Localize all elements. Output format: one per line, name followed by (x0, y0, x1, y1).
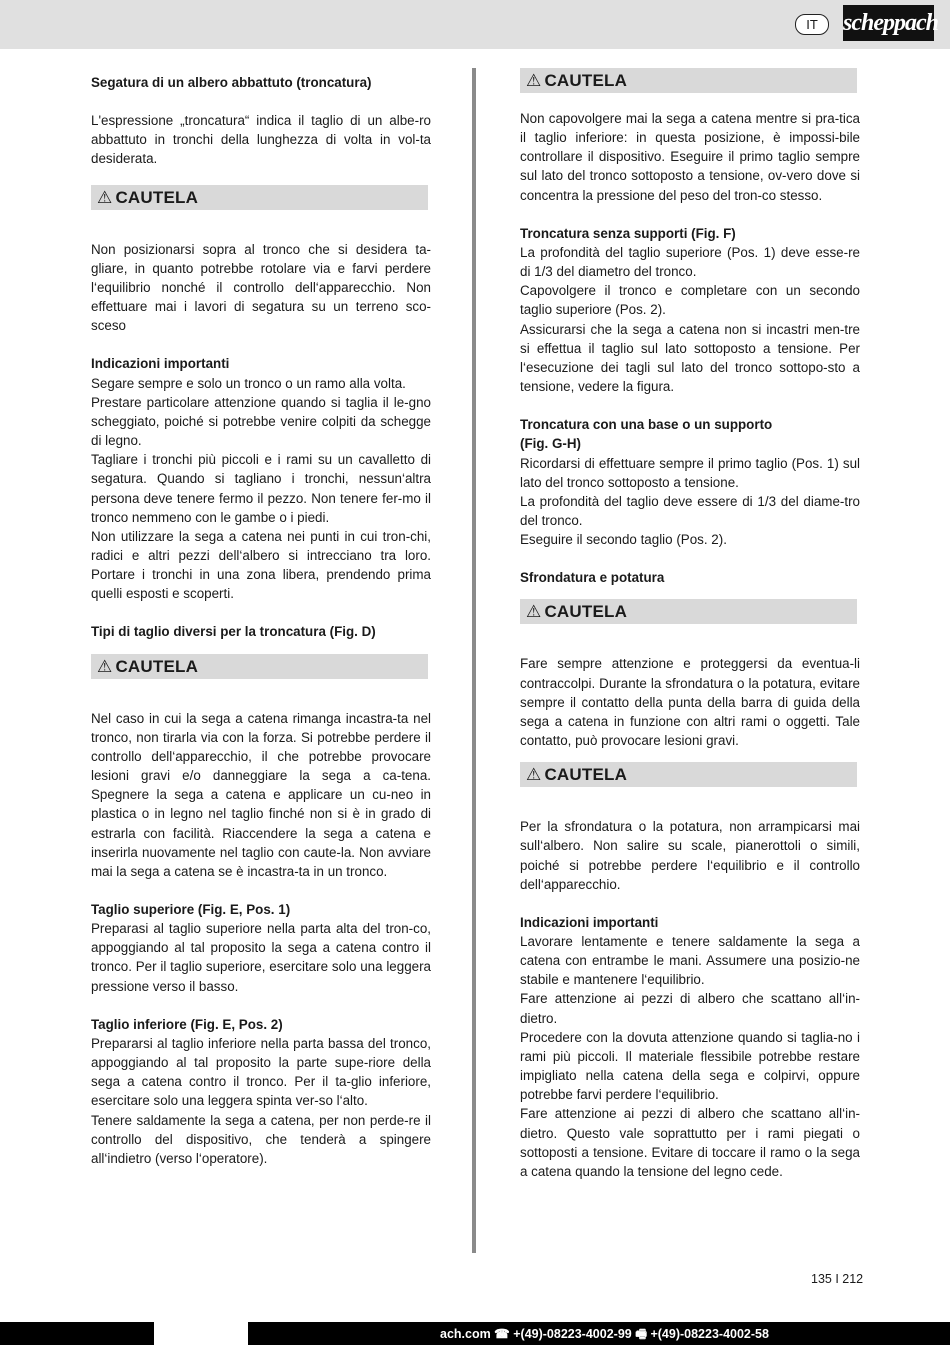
warning-icon: ⚠ (526, 602, 542, 622)
paragraph: Segare sempre e solo un tronco o un ramo alla volta. (91, 375, 406, 391)
caution-label: CAUTELA (115, 187, 199, 207)
caution-box (520, 599, 857, 624)
paragraph: Non posizionarsi sopra al tronco che si desidera ta-gliare, in quanto potrebbe rotolare via e farvi perdere l‘equilibrio nonché il controllo dell‘apparecchio. Non effettuare mai i lavori di segatura su un terreno sco-sceso (91, 241, 431, 334)
paragraph: Prestare particolare attenzione quando si taglia il le-gno scheggiato, poiché si potrebbe venire colpiti da schegge di legno. (91, 394, 431, 449)
section-heading: (Fig. G-H) (520, 436, 581, 452)
paragraph: Fare attenzione ai pezzi di albero che scattano all‘in-dietro. Questo vale soprattutto per i rami piegati o sottoposti a tensione. Evitare di toccare il ramo o la sega a catena quando la tensione del legno cede. (520, 1106, 860, 1179)
page-number: 135 I 212 (811, 1272, 864, 1286)
paragraph: Lavorare lentamente e tenere saldamente la sega a catena con entrambe le mani. Assumere una posizio-ne stabile e mantenere l‘equilibrio. (520, 934, 860, 988)
left-column (91, 70, 431, 1168)
paragraph: Fare attenzione ai pezzi di albero che scattano all‘in-dietro. (520, 991, 860, 1026)
footer-white-block (154, 1322, 248, 1345)
paragraph: Prepararsi al taglio inferiore nella parta bassa del tronco, appoggiando al tal proposito la parte supe-riore della sega a catena contro il tronco. Per il ta-glio inferiore, esercitare solo una leggera spinta ver-so l‘alto. (91, 1035, 431, 1109)
page-header (0, 0, 950, 49)
warning-icon: ⚠ (97, 656, 113, 676)
section-heading: Troncatura senza supporti (Fig. F) (520, 225, 736, 241)
section-heading: Segatura di un albero abbattuto (troncatura) (91, 75, 372, 90)
caution-box (520, 68, 857, 93)
caution-label: CAUTELA (544, 602, 628, 622)
caution-box (91, 185, 428, 210)
section-heading: Indicazioni importanti (520, 914, 659, 930)
right-column (520, 70, 860, 1181)
paragraph: L'espressione „troncatura“ indica il taglio di un albe-ro abbattuto in tronchi della lunghezza di volta in vol-ta desiderata. (91, 113, 431, 167)
caution-box (520, 762, 857, 787)
warning-icon: ⚠ (526, 71, 542, 90)
caution-box (91, 654, 428, 679)
paragraph: Fare sempre attenzione e proteggersi da eventua-li contraccolpi. Durante la sfrondatura o la potatura, evitare sempre il contatto della punta della barra di guida della sega a catena in funzione con altri rami o oggetti. Tale contatto, può provocare lesioni gravi. (520, 656, 860, 749)
paragraph: Non utilizzare la sega a catena nei punti in cui tron-chi, radici e altri pezzi dell‘albero si intrecciano tra loro. Portare i tronchi in una zona libera, prendendo prima quelli esposti e scoperti. (91, 528, 431, 602)
brand-logo: scheppach (843, 5, 934, 41)
paragraph: La profondità del taglio superiore (Pos. 1) deve esse-re di 1/3 del diametro del tronco. (520, 244, 860, 280)
section-heading: Tipi di taglio diversi per la troncatura (Fig. D) (91, 624, 376, 640)
warning-icon: ⚠ (97, 187, 113, 207)
paragraph: La profondità del taglio deve essere di 1/3 del diame-tro del tronco. (520, 493, 860, 528)
section-heading: Sfrondatura e potatura (520, 570, 665, 586)
paragraph: Procedere con la dovuta attenzione quando si taglia-no i rami più piccoli. Il materiale flessibile potrebbe restare impigliato nella catena della sega e colpirvi, oppure potrebbe farvi perdere l‘equilibrio. (520, 1029, 860, 1103)
page-footer (0, 1322, 950, 1345)
section-heading: Troncatura con una base o un supporto (520, 417, 773, 433)
paragraph: Per la sfrondatura o la potatura, non arrampicarsi mai sull‘albero. Non salire su scale, pianerottoli o simili, poiché si potrebbe perdere l‘equilibrio e il controllo dell‘apparecchio. (520, 819, 860, 892)
section-heading: Taglio inferiore (Fig. E, Pos. 2) (91, 1016, 283, 1032)
paragraph: Tenere saldamente la sega a catena, per non perde-re il controllo del dispositivo, che tenderà a spingere all‘indietro (verso l‘operatore). (91, 1112, 431, 1166)
paragraph: Tagliare i tronchi più piccoli e i rami su un cavalletto di segatura. Quando si tagliano i tronchi, nessun‘altra persona deve tenere fermo il pezzo. Non tenere fer-mo il tronco nemmeno con le gambe o i piedi. (91, 452, 431, 525)
paragraph: Non capovolgere mai la sega a catena mentre si pra-tica il taglio inferiore: in questa posizione, è impossi-bile controllare il dispositivo. Eseguire il primo taglio sempre sul lato del tronco sottoposto a tensione, ov-vero dove si concentra la pressione del peso del tron-co stesso. (520, 111, 860, 203)
paragraph: Ricordarsi di effettuare sempre il primo taglio (Pos. 1) sul lato del tronco sottoposto a tensione. (520, 455, 860, 490)
paragraph: Assicurarsi che la sega a catena non si incastri men-tre si effettua il taglio sul lato sottoposto a tensione. Per l‘esecuzione dei tagli sul lato del tronco sottopo-sto a tensione, vedere la figura. (520, 321, 860, 395)
warning-icon: ⚠ (526, 765, 542, 785)
paragraph: Preparasi al taglio superiore nella parta alta del tron-co, appoggiando al tal proposito la sega a catena contro il tronco. Per il taglio superiore, esercitare solo una leggera pressione verso il basso. (91, 921, 431, 994)
paragraph: Nel caso in cui la sega a catena rimanga incastra-ta nel tronco, non tirarla via con la forza. Si potrebbe perdere il controllo dell‘apparecchio, il che potrebbe provocare lesioni gravi e/o danneggiare la sega a ca-tena. Spegnere la sega a catena e applicare un cu-neo in plastica o in legno nel taglio finché non si è in grado di estrarla con facilità. Riaccendere la sega a catena e inserirla nuovamente nel taglio con caute-la. Non avviare mai la sega a catena se è incastra-ta in un tronco. (91, 710, 431, 879)
footer-contact: ach.com ☎ +(49)-08223-4002-99 🖷 +(49)-08223-4002-58 (440, 1327, 769, 1341)
caution-label: CAUTELA (115, 656, 199, 676)
section-heading: Indicazioni importanti (91, 356, 230, 372)
column-divider (472, 68, 476, 1253)
caution-label: CAUTELA (544, 765, 628, 785)
paragraph: Capovolgere il tronco e completare con un secondo taglio superiore (Pos. 2). (520, 283, 860, 318)
caution-label: CAUTELA (544, 71, 628, 90)
section-heading: Taglio superiore (Fig. E, Pos. 1) (91, 902, 291, 917)
language-badge: IT (795, 14, 829, 35)
paragraph: Eseguire il secondo taglio (Pos. 2). (520, 532, 727, 548)
